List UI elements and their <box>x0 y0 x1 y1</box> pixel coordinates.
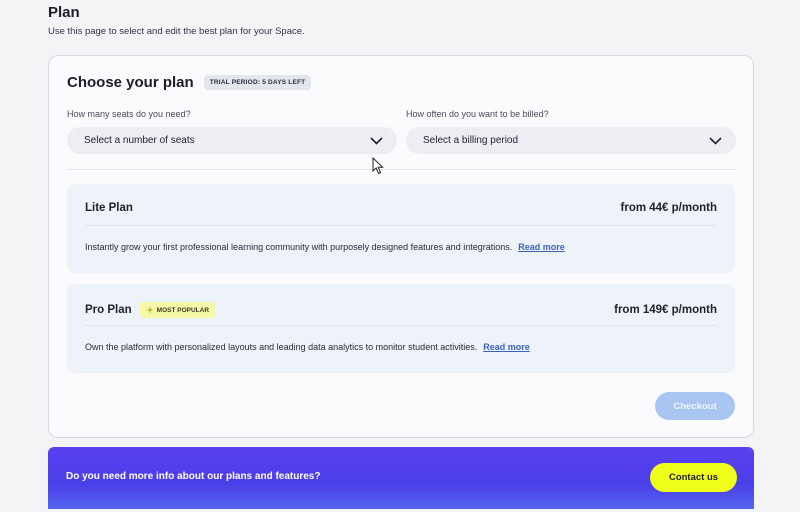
page-subtitle: Use this page to select and edit the best plan for your Space. <box>48 26 305 37</box>
plan-card-pro[interactable] <box>67 284 735 373</box>
plan-card-lite[interactable] <box>67 184 735 273</box>
plan-header <box>85 302 717 318</box>
plan-description-row <box>85 242 565 252</box>
chevron-down-icon <box>709 137 722 145</box>
contact-banner <box>48 447 754 509</box>
plan-price: from 149€ p/month <box>614 304 717 316</box>
checkout-button[interactable]: Checkout <box>655 392 735 420</box>
contact-us-button[interactable]: Contact us <box>650 463 737 492</box>
read-more-link[interactable]: Read more <box>518 242 565 252</box>
billing-select[interactable] <box>406 127 736 154</box>
most-popular-badge <box>140 302 215 318</box>
seats-select-value: Select a number of seats <box>84 135 195 146</box>
divider <box>67 169 735 170</box>
seats-select[interactable] <box>67 127 397 154</box>
card-title: Choose your plan <box>67 74 194 91</box>
billing-label: How often do you want to be billed? <box>406 109 549 119</box>
plan-header <box>85 202 717 214</box>
plan-name: Lite Plan <box>85 202 133 214</box>
plan-description: Instantly grow your first professional learning community with purposely designed features and integrations. <box>85 242 513 252</box>
chevron-down-icon <box>370 137 383 145</box>
read-more-link[interactable]: Read more <box>483 342 530 352</box>
plan-divider <box>85 325 717 326</box>
billing-select-value: Select a billing period <box>423 135 519 146</box>
plan-description-row <box>85 342 530 352</box>
seats-label: How many seats do you need? <box>67 109 191 119</box>
plan-description: Own the platform with personalized layouts and leading data analytics to monitor student activities. <box>85 342 478 352</box>
banner-text: Do you need more info about our plans and features? <box>66 471 321 482</box>
card-header <box>67 74 311 91</box>
page-title: Plan <box>48 4 80 21</box>
plan-name: Pro Plan <box>85 304 132 316</box>
mouse-cursor-icon <box>372 157 384 175</box>
sparkle-icon <box>146 306 154 314</box>
plan-name-group <box>85 302 215 318</box>
trial-badge: TRIAL PERIOD: 5 DAYS LEFT <box>204 75 312 90</box>
plan-price: from 44€ p/month <box>620 202 717 214</box>
most-popular-label: MOST POPULAR <box>156 306 210 314</box>
plan-divider <box>85 225 717 226</box>
plan-selection-card <box>48 55 754 438</box>
